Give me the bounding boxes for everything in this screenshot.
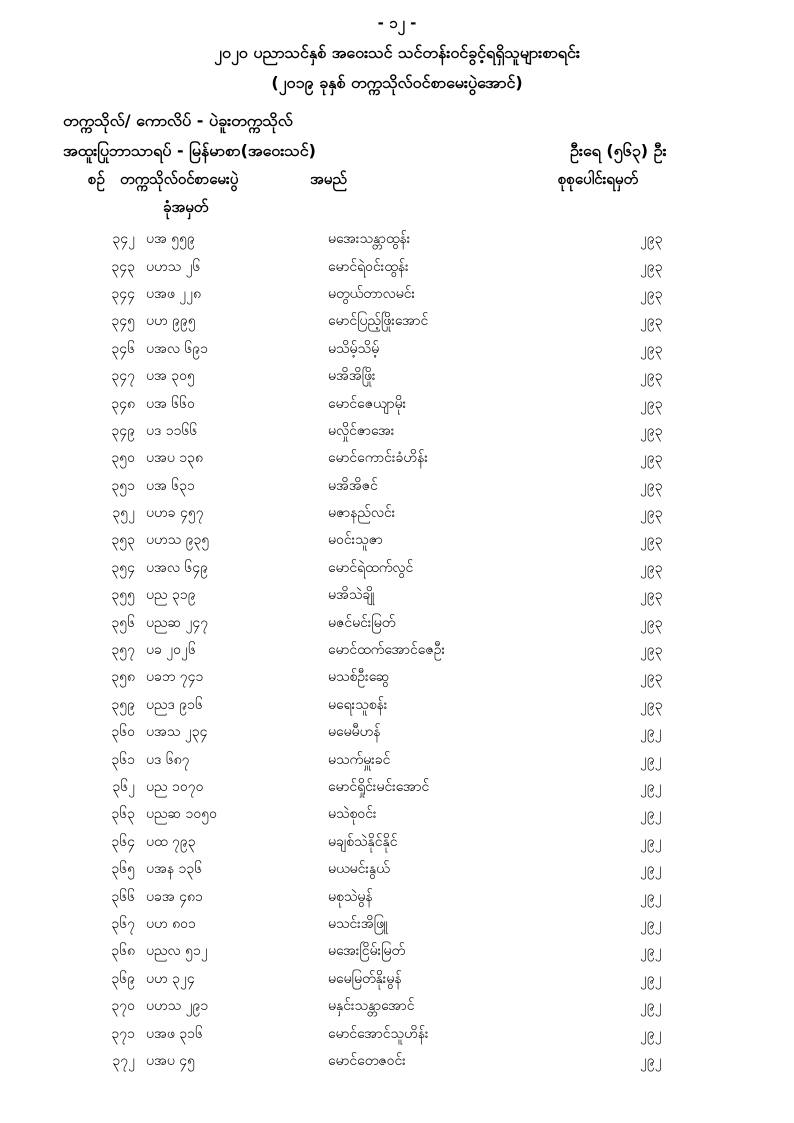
name-cell: မောင်ထက်အောင်ဇေဦး bbox=[328, 642, 446, 659]
total-marks-cell: ၂၉၃ bbox=[640, 231, 663, 248]
roll-number-cell: ပခအ ၄၈၁ bbox=[146, 888, 203, 905]
name-cell: မသက်မှူးခင် bbox=[328, 751, 391, 768]
serial-cell: ၃၅၉ bbox=[111, 696, 135, 713]
serial-cell: ၃၅၀ bbox=[111, 450, 135, 467]
name-cell: မမေမီဟန် bbox=[328, 724, 381, 741]
table-row bbox=[0, 719, 794, 746]
name-cell: မအိအိဇင် bbox=[328, 477, 378, 494]
table-row bbox=[0, 1048, 794, 1075]
roll-number-cell: ပည ၃၁၉ bbox=[146, 587, 196, 604]
roll-number-cell: ပဟခ ၄၅၇ bbox=[146, 505, 204, 522]
name-cell: မအေးသန္တာထွန်း bbox=[328, 231, 411, 248]
document-title-line2: (၂၀၁၉ ခုနှစ် တက္ကသိုလ်ဝင်စာမေးပွဲအောင်) bbox=[271, 73, 523, 92]
serial-cell: ၃၆၈ bbox=[111, 943, 135, 960]
total-marks-cell: ၂၉၃ bbox=[640, 642, 663, 659]
total-marks-cell: ၂၉၃ bbox=[640, 285, 663, 302]
serial-cell: ၃၇၀ bbox=[111, 998, 135, 1015]
serial-cell: ၃၆၃ bbox=[111, 806, 135, 823]
roll-number-cell: ပအလ ၆၄၉ bbox=[146, 559, 209, 576]
name-cell: မသင်းအိဖြူ bbox=[328, 915, 389, 932]
table-row bbox=[0, 582, 794, 609]
table-row bbox=[0, 829, 794, 856]
table-row bbox=[0, 1020, 794, 1047]
table-row bbox=[0, 883, 794, 910]
total-marks-cell: ၂၉၃ bbox=[640, 532, 663, 549]
name-cell: မတွယ်တာလမင်း bbox=[328, 285, 416, 302]
table-row bbox=[0, 746, 794, 773]
serial-cell: ၃၄၃ bbox=[111, 258, 135, 275]
total-marks-cell: ၂၉၂ bbox=[640, 888, 662, 905]
roll-number-cell: ပဟသ ၂၆ bbox=[146, 258, 201, 275]
roll-number-cell: ပဟ ၃၂၄ bbox=[146, 970, 195, 987]
name-cell: မဇာနည်လင်း bbox=[328, 505, 396, 522]
table-row bbox=[0, 445, 794, 472]
serial-cell: ၃၆၉ bbox=[111, 970, 135, 987]
table-row bbox=[0, 527, 794, 554]
name-cell: မနှင်းသန္တာအောင် bbox=[328, 998, 415, 1015]
serial-cell: ၃၅၈ bbox=[111, 669, 135, 686]
name-cell: မောင်ရှိုင်းမင်းအောင် bbox=[328, 779, 430, 795]
total-marks-cell: ၂၉၂ bbox=[640, 915, 662, 932]
document-title-line1: ၂၀၂၀ ပညာသင်နှစ် အဝေးသင် သင်တန်းဝင်ခွင့်ရရှိသူများစာရင်း bbox=[214, 43, 580, 62]
name-cell: မဝင်းသူဇာ bbox=[328, 532, 383, 549]
table-row bbox=[0, 966, 794, 993]
name-cell: မမေမြတ်နိုးမွန် bbox=[328, 970, 402, 987]
total-marks-cell: ၂၉၃ bbox=[640, 559, 663, 576]
name-cell: မောင်ပြည့်ဖြိုးအောင် bbox=[328, 313, 429, 330]
serial-cell: ၃၅၇ bbox=[111, 642, 135, 659]
serial-cell: ၃၄၈ bbox=[111, 395, 135, 412]
total-marks-cell: ၂၉၃ bbox=[640, 669, 663, 686]
roll-number-cell: ပညဒ ၉၁၆ bbox=[146, 696, 203, 713]
name-cell: မစုသဲမွန် bbox=[328, 888, 373, 905]
total-marks-cell: ၂၉၂ bbox=[640, 751, 662, 768]
university-line: တက္ကသိုလ်/ ကောလိပ် - ပဲခူးတက္ကသိုလ် bbox=[63, 111, 293, 130]
name-cell: မောင်အောင်သူဟိန်း bbox=[328, 1025, 429, 1042]
name-cell: မလှိုင်ဇာအေး bbox=[328, 422, 395, 439]
table-row bbox=[0, 911, 794, 938]
roll-number-cell: ပဟသ ၉၃၅ bbox=[146, 532, 210, 549]
roll-number-cell: ပအပ ၄၅ bbox=[146, 1052, 196, 1069]
roll-number-cell: ပဟ ၉၉၅ bbox=[146, 313, 196, 330]
serial-cell: ၃၅၄ bbox=[111, 559, 135, 576]
roll-number-cell: ပအ ၅၅၉ bbox=[146, 231, 195, 248]
table-row bbox=[0, 609, 794, 636]
total-marks-cell: ၂၉၃ bbox=[640, 395, 663, 412]
roll-number-cell: ပဒ ၆၈၇ bbox=[146, 751, 190, 768]
name-cell: မောင်ရဲဝင်းထွန်း bbox=[328, 258, 409, 275]
total-marks-cell: ၂၉၃ bbox=[640, 477, 663, 494]
serial-cell: ၃၇၂ bbox=[112, 1052, 135, 1069]
name-cell: မရေးသူစန်း bbox=[328, 696, 388, 713]
roll-number-cell: ပခဘ ၇၄၁ bbox=[146, 669, 204, 686]
table-row bbox=[0, 253, 794, 280]
serial-cell: ၃၅၂ bbox=[112, 505, 135, 522]
serial-cell: ၃၆၇ bbox=[111, 915, 135, 932]
total-marks-cell: ၂၉၂ bbox=[640, 779, 662, 795]
table-row bbox=[0, 390, 794, 417]
total-marks-cell: ၂၉၂ bbox=[640, 806, 662, 823]
roll-number-cell: ပအ ၆၆၀ bbox=[146, 395, 195, 412]
roll-number-cell: ပဒ ၁၁၆၆ bbox=[146, 422, 198, 439]
table-row bbox=[0, 637, 794, 664]
roll-number-cell: ပဟ ၈၀၁ bbox=[146, 915, 196, 932]
table-row bbox=[0, 555, 794, 582]
column-header-roll-line2: ခုံအမှတ် bbox=[163, 198, 209, 216]
total-marks-cell: ၂၉၃ bbox=[640, 313, 663, 330]
name-cell: မောင်ရဲထက်လွင် bbox=[328, 559, 414, 576]
name-cell: မယမင်းနွယ် bbox=[328, 861, 390, 878]
table-row bbox=[0, 336, 794, 363]
table-row bbox=[0, 692, 794, 719]
serial-cell: ၃၄၅ bbox=[111, 313, 135, 330]
serial-cell: ၃၆၆ bbox=[111, 888, 135, 905]
table-row bbox=[0, 418, 794, 445]
roll-number-cell: ပညဆ ၂၄၇ bbox=[146, 614, 209, 631]
name-cell: မအေးငြိမ်းမြတ် bbox=[328, 943, 406, 960]
student-table bbox=[0, 226, 794, 1075]
total-marks-cell: ၂၉၃ bbox=[640, 614, 663, 631]
name-cell: မောင်တေဇဝင်း bbox=[328, 1052, 406, 1069]
table-row bbox=[0, 308, 794, 335]
serial-cell: ၃၇၁ bbox=[111, 1025, 135, 1042]
name-cell: မသဲစုဝင်း bbox=[328, 806, 377, 823]
serial-cell: ၃၄၇ bbox=[111, 368, 135, 385]
total-marks-cell: ၂၉၂ bbox=[640, 998, 662, 1015]
column-header-total-marks: စုစုပေါင်းရမှတ် bbox=[558, 170, 639, 188]
table-row bbox=[0, 664, 794, 691]
table-row bbox=[0, 938, 794, 965]
total-marks-cell: ၂၉၂ bbox=[640, 724, 662, 741]
serial-cell: ၃၅၃ bbox=[111, 532, 135, 549]
total-marks-cell: ၂၉၂ bbox=[640, 1025, 662, 1042]
serial-cell: ၃၄၂ bbox=[112, 231, 135, 248]
roll-number-cell: ပအလ ၆၉၁ bbox=[146, 340, 209, 357]
total-marks-cell: ၂၉၃ bbox=[640, 450, 663, 467]
table-row bbox=[0, 801, 794, 828]
serial-cell: ၃၆၁ bbox=[111, 751, 135, 768]
total-marks-cell: ၂၉၂ bbox=[640, 833, 662, 850]
page-number: - ၁၂ - bbox=[377, 14, 417, 32]
name-cell: မအိသဲချို bbox=[328, 587, 375, 604]
total-marks-cell: ၂၉၃ bbox=[640, 587, 663, 604]
roll-number-cell: ပအသ ၂၃၄ bbox=[146, 724, 208, 741]
table-row bbox=[0, 226, 794, 253]
roll-number-cell: ပညဆ ၁၀၅၀ bbox=[146, 806, 218, 823]
total-marks-cell: ၂၉၃ bbox=[640, 258, 663, 275]
name-cell: မချစ်သဲနိုင်နိုင် bbox=[328, 833, 398, 850]
roll-number-cell: ပထ ၇၉၃ bbox=[146, 833, 196, 850]
serial-cell: ၃၆၄ bbox=[111, 833, 135, 850]
total-marks-cell: ၂၉၂ bbox=[640, 861, 662, 878]
serial-cell: ၃၅၁ bbox=[111, 477, 135, 494]
serial-cell: ၃၆၅ bbox=[111, 861, 135, 878]
roll-number-cell: ပခ ၂၀၂၆ bbox=[146, 642, 196, 659]
roll-number-cell: ပညလ ၅၁၂ bbox=[146, 943, 208, 960]
serial-cell: ၃၄၉ bbox=[111, 422, 135, 439]
serial-cell: ၃၅၆ bbox=[111, 614, 135, 631]
total-marks-cell: ၂၉၃ bbox=[640, 696, 663, 713]
table-row bbox=[0, 500, 794, 527]
table-row bbox=[0, 281, 794, 308]
table-row bbox=[0, 363, 794, 390]
serial-cell: ၃၄၄ bbox=[111, 285, 135, 302]
roll-number-cell: ပအပ ၁၃၈ bbox=[146, 450, 204, 467]
column-header-serial: စဉ် bbox=[88, 170, 105, 188]
table-row bbox=[0, 993, 794, 1020]
total-marks-cell: ၂၉၂ bbox=[640, 943, 662, 960]
total-marks-cell: ၂၉၃ bbox=[640, 340, 663, 357]
name-cell: မောင်ကောင်းခံဟိန်း bbox=[328, 450, 428, 467]
name-cell: မသိမ့်သိမ့် bbox=[328, 340, 380, 357]
roll-number-cell: ပအဖ ၂၂၈ bbox=[146, 285, 202, 302]
roll-number-cell: ပည ၁၀၇၀ bbox=[146, 779, 204, 795]
table-row bbox=[0, 473, 794, 500]
name-cell: မောင်ဇေယျာမိုး bbox=[328, 395, 407, 412]
roll-number-cell: ပအ ၆၃၁ bbox=[146, 477, 195, 494]
serial-cell: ၃၄၆ bbox=[111, 340, 135, 357]
name-cell: မအိအိဖြိုး bbox=[328, 368, 376, 385]
total-marks-cell: ၂၉၃ bbox=[640, 505, 663, 522]
column-header-name: အမည် bbox=[310, 170, 347, 188]
total-marks-cell: ၂၉၂ bbox=[640, 1052, 662, 1069]
serial-cell: ၃၅၅ bbox=[111, 587, 135, 604]
name-cell: မဇင်မင်းမြတ် bbox=[328, 614, 396, 631]
roll-number-cell: ပအ ၃၀၅ bbox=[146, 368, 195, 385]
total-marks-cell: ၂၉၃ bbox=[640, 422, 663, 439]
total-marks-cell: ၂၉၃ bbox=[640, 368, 663, 385]
serial-cell: ၃၆၂ bbox=[112, 779, 135, 795]
column-header-roll-line1: တက္ကသိုလ်ဝင်စာမေးပွဲ bbox=[120, 170, 239, 188]
student-count: ဦးရေ (၅၆၃) ဦး bbox=[570, 141, 667, 160]
table-row bbox=[0, 856, 794, 883]
roll-number-cell: ပအန ၁၃၆ bbox=[146, 861, 203, 878]
roll-number-cell: ပဟသ ၂၉၁ bbox=[146, 998, 209, 1015]
specialization-line: အထူးပြုဘာသာရပ် - မြန်မာစာ(အဝေးသင်) bbox=[63, 141, 316, 160]
total-marks-cell: ၂၉၂ bbox=[640, 970, 662, 987]
name-cell: မသစ်ဦးဆွေ bbox=[328, 669, 390, 686]
table-row bbox=[0, 774, 794, 801]
serial-cell: ၃၆၀ bbox=[111, 724, 135, 741]
roll-number-cell: ပအဖ ၃၁၆ bbox=[146, 1025, 203, 1042]
